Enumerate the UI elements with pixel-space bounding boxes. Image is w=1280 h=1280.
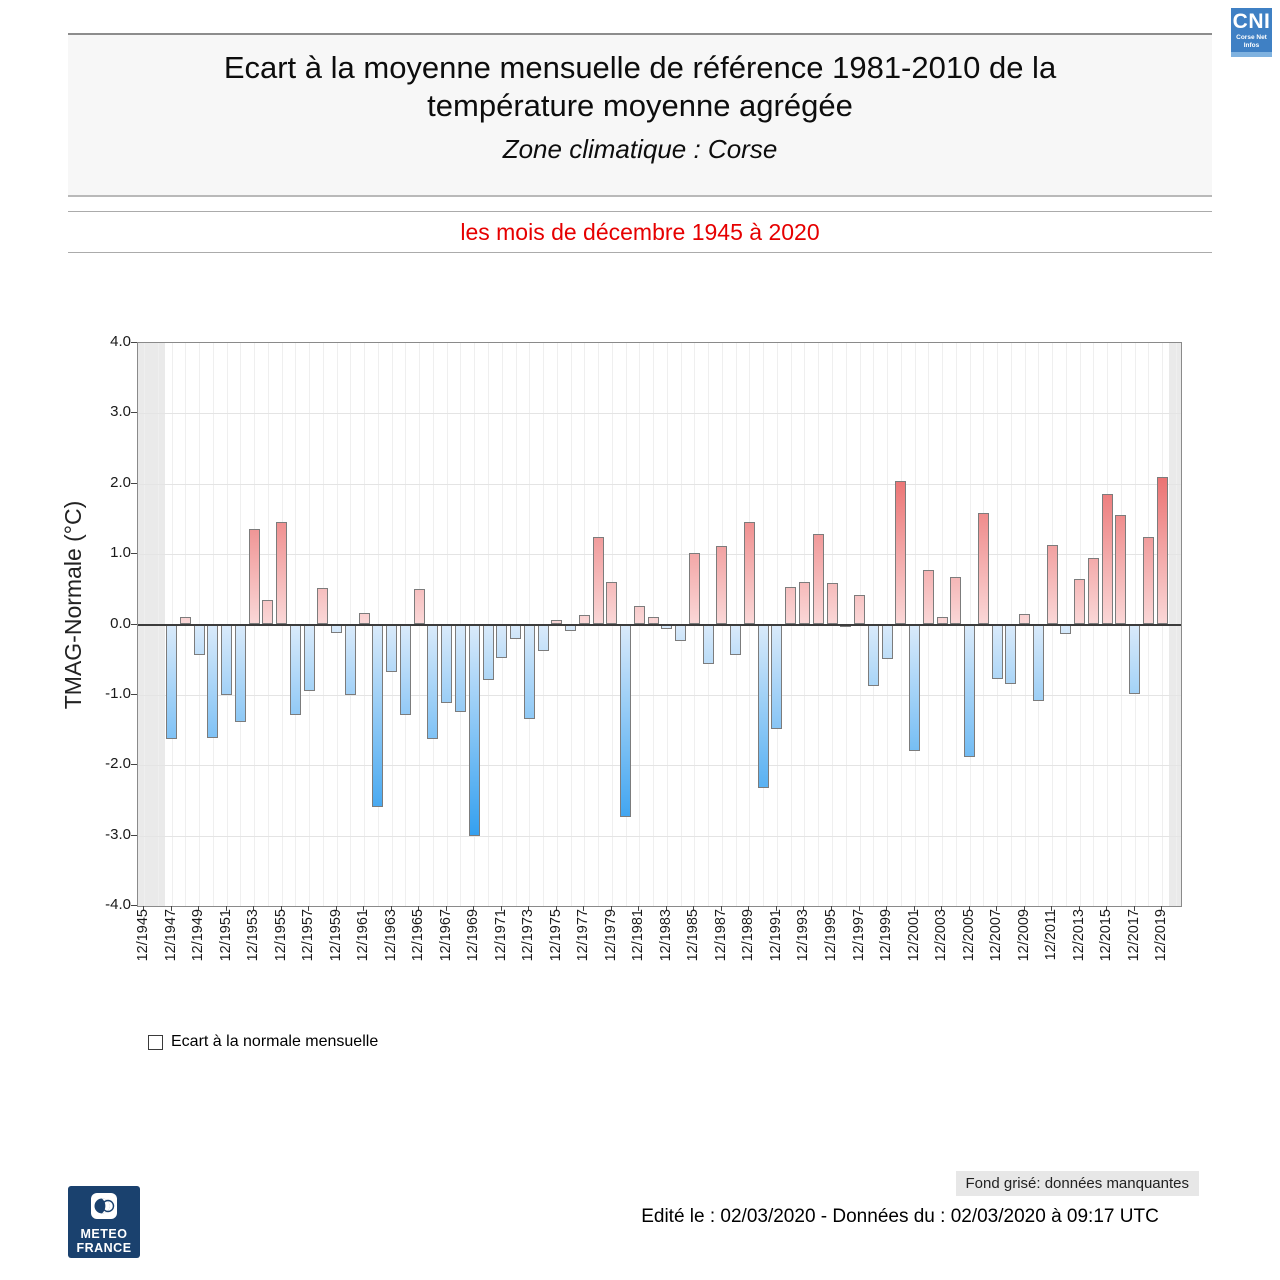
- bar-12/1956: [290, 625, 301, 716]
- meteo-france-icon: [91, 1193, 117, 1219]
- xtick-12/1963: 12/1963: [382, 909, 399, 962]
- ytick-0.0: 0.0: [110, 614, 131, 632]
- legend-checkbox[interactable]: [148, 1035, 163, 1050]
- xtick-12/1993: 12/1993: [795, 909, 812, 962]
- bar-12/2016: [1115, 515, 1126, 624]
- xtick-12/1989: 12/1989: [740, 909, 757, 962]
- ytick--2.0: -2.0: [105, 755, 131, 773]
- bar-12/2010: [1033, 625, 1044, 702]
- xtick-12/2013: 12/2013: [1070, 909, 1087, 962]
- xtick-12/1981: 12/1981: [630, 909, 647, 962]
- bar-12/2007: [992, 625, 1003, 679]
- xtick-12/2011: 12/2011: [1043, 909, 1060, 961]
- horizontal-gridline: [138, 836, 1181, 837]
- bar-12/2012: [1060, 625, 1071, 634]
- xtick-12/1949: 12/1949: [190, 909, 207, 962]
- bar-12/1988: [730, 625, 741, 655]
- xtick-12/1999: 12/1999: [878, 909, 895, 962]
- zero-line: [138, 624, 1181, 626]
- ytick-mark: [131, 412, 137, 413]
- ytick--3.0: -3.0: [105, 825, 131, 843]
- xtick-12/1987: 12/1987: [712, 909, 729, 962]
- bar-12/1952: [235, 625, 246, 723]
- xtick-12/1951: 12/1951: [217, 909, 234, 962]
- bar-12/1959: [331, 625, 342, 633]
- bar-12/1966: [427, 625, 438, 740]
- bar-12/1950: [207, 625, 218, 738]
- bar-12/1980: [620, 625, 631, 818]
- xtick-12/2003: 12/2003: [933, 909, 950, 962]
- bar-12/1969: [469, 625, 480, 836]
- bar-12/1964: [400, 625, 411, 715]
- bar-12/2001: [909, 625, 920, 752]
- ytick-mark: [131, 764, 137, 765]
- bar-12/1984: [675, 625, 686, 642]
- bar-12/1992: [785, 587, 796, 624]
- page-title-line2: température moyenne agrégée: [427, 88, 853, 123]
- bar-12/1963: [386, 625, 397, 672]
- ytick--4.0: -4.0: [105, 896, 131, 913]
- bar-12/2000: [895, 481, 906, 625]
- bar-12/1994: [813, 534, 824, 625]
- horizontal-gridline: [138, 554, 1181, 555]
- bar-12/1957: [304, 625, 315, 692]
- period-banner: [68, 211, 1212, 253]
- bar-12/2006: [978, 513, 989, 624]
- ytick-4.0: 4.0: [110, 333, 131, 350]
- bar-12/1990: [758, 625, 769, 788]
- bar-12/2018: [1143, 537, 1154, 624]
- cni-logo-title: CNI: [1232, 10, 1271, 33]
- bar-12/1993: [799, 582, 810, 625]
- horizontal-gridline: [138, 765, 1181, 766]
- bar-12/1965: [414, 589, 425, 625]
- y-axis-title: TMAG-Normale (°C): [60, 500, 86, 710]
- bar-12/1947: [166, 625, 177, 739]
- bar-12/1973: [524, 625, 535, 719]
- bar-12/1951: [221, 625, 232, 695]
- bar-12/1968: [455, 625, 466, 712]
- bar-12/1979: [606, 582, 617, 624]
- horizontal-gridline: [138, 484, 1181, 485]
- edition-timestamp: Edité le : 02/03/2020 - Données du : 02/03/2020 à 09:17 UTC: [641, 1206, 1159, 1227]
- bar-12/2014: [1088, 558, 1099, 624]
- ytick-3.0: 3.0: [110, 403, 131, 421]
- bar-12/1997: [854, 595, 865, 625]
- xtick-12/1961: 12/1961: [355, 909, 372, 962]
- missing-data-note: Fond grisé: données manquantes: [956, 1171, 1199, 1196]
- bar-12/1960: [345, 625, 356, 695]
- bar-12/1955: [276, 522, 287, 625]
- bar-12/1995: [827, 583, 838, 625]
- bar-12/1999: [882, 625, 893, 659]
- bar-12/1991: [771, 625, 782, 729]
- xtick-12/1959: 12/1959: [327, 909, 344, 962]
- xtick-12/1985: 12/1985: [685, 909, 702, 962]
- bar-12/1998: [868, 625, 879, 686]
- xtick-12/1965: 12/1965: [410, 909, 427, 962]
- cni-logo-subtitle: Corse Net Infos: [1236, 34, 1267, 49]
- bar-12/1978: [593, 537, 604, 624]
- period-banner-text: les mois de décembre 1945 à 2020: [460, 219, 820, 245]
- bar-12/2011: [1047, 545, 1058, 625]
- chart-header: [68, 33, 1212, 197]
- xtick-12/1979: 12/1979: [602, 909, 619, 962]
- xtick-12/2017: 12/2017: [1125, 909, 1142, 962]
- cni-logo-strip: [1231, 52, 1272, 57]
- bar-12/1985: [689, 553, 700, 624]
- plot-area: [137, 342, 1182, 907]
- xtick-12/2001: 12/2001: [905, 909, 922, 962]
- xtick-12/1997: 12/1997: [850, 909, 867, 962]
- bar-12/1989: [744, 522, 755, 625]
- xtick-12/2007: 12/2007: [988, 909, 1005, 962]
- bar-12/2019: [1157, 477, 1168, 625]
- xtick-12/1973: 12/1973: [520, 909, 537, 962]
- bar-12/1972: [510, 625, 521, 639]
- bar-12/2004: [950, 577, 961, 624]
- xtick-12/2015: 12/2015: [1098, 909, 1115, 962]
- ytick-2.0: 2.0: [110, 473, 131, 491]
- bar-12/2005: [964, 625, 975, 757]
- xtick-12/1971: 12/1971: [492, 909, 509, 962]
- bar-12/1953: [249, 529, 260, 625]
- xtick-12/1975: 12/1975: [547, 909, 564, 962]
- bar-12/1949: [194, 625, 205, 656]
- bar-12/1958: [317, 588, 328, 625]
- xtick-12/1967: 12/1967: [437, 909, 454, 962]
- xtick-12/1957: 12/1957: [300, 909, 317, 962]
- bar-12/1987: [716, 546, 727, 625]
- xtick-12/2005: 12/2005: [960, 909, 977, 962]
- ytick-mark: [131, 835, 137, 836]
- bar-12/2015: [1102, 494, 1113, 624]
- xtick-12/1947: 12/1947: [162, 909, 179, 962]
- xtick-12/1977: 12/1977: [575, 909, 592, 962]
- xtick-12/1955: 12/1955: [272, 909, 289, 962]
- bar-12/1981: [634, 606, 645, 624]
- horizontal-gridline: [138, 413, 1181, 414]
- ytick-mark: [131, 553, 137, 554]
- bar-12/2002: [923, 570, 934, 625]
- bar-12/2013: [1074, 579, 1085, 624]
- ytick-mark: [131, 483, 137, 484]
- climate-zone-subtitle: Zone climatique : Corse: [502, 134, 778, 164]
- xtick-12/2019: 12/2019: [1153, 909, 1170, 962]
- cni-logo: [1231, 8, 1272, 52]
- ytick-mark: [131, 342, 137, 343]
- meteo-france-logo-text: METEO FRANCE: [76, 1227, 132, 1255]
- bar-12/1970: [483, 625, 494, 681]
- bar-12/1971: [496, 625, 507, 659]
- xtick-12/2009: 12/2009: [1015, 909, 1032, 962]
- xtick-12/1953: 12/1953: [245, 909, 262, 962]
- legend-label: Ecart à la normale mensuelle: [171, 1033, 379, 1050]
- xtick-12/1991: 12/1991: [767, 909, 784, 962]
- ytick-1.0: 1.0: [110, 544, 131, 562]
- bar-12/2008: [1005, 625, 1016, 685]
- bar-12/1974: [538, 625, 549, 651]
- ytick-mark: [131, 905, 137, 906]
- bar-12/1954: [262, 600, 273, 625]
- bar-12/2017: [1129, 625, 1140, 695]
- page-title-line1: Ecart à la moyenne mensuelle de référence 1981-2010 de la: [223, 50, 1057, 85]
- xtick-12/1983: 12/1983: [657, 909, 674, 962]
- bar-12/1967: [441, 625, 452, 704]
- bar-12/1986: [703, 625, 714, 664]
- ytick-mark: [131, 624, 137, 625]
- bar-12/1962: [372, 625, 383, 808]
- xtick-12/1995: 12/1995: [823, 909, 839, 962]
- meteo-france-logo: [68, 1186, 140, 1258]
- ytick--1.0: -1.0: [105, 684, 131, 702]
- ytick-mark: [131, 694, 137, 695]
- xtick-12/1969: 12/1969: [465, 909, 482, 962]
- xtick-12/1945: 12/1945: [135, 909, 151, 962]
